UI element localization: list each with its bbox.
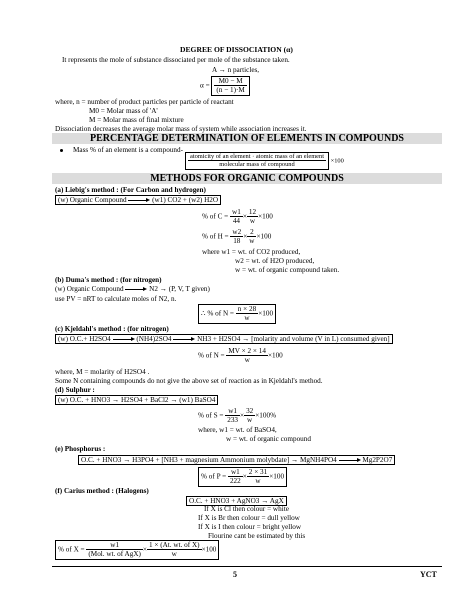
- alpha-fraction: [211, 76, 249, 96]
- h-den1: 18: [233, 237, 241, 246]
- liebig-title: (a) Liebig's method : (For Carbon and hydrogen): [55, 186, 206, 194]
- liebig-c-formula: % of C = $\frac{w1}{44}$ × $\frac{12}{w}$ ×100: [202, 208, 273, 226]
- p-num2: 2 × 31: [248, 468, 268, 476]
- kjeldahl-num: MV × 2 × 14: [228, 347, 266, 355]
- percentage-formula: [185, 152, 344, 170]
- footer-divider: [52, 566, 442, 567]
- percentage-denominator: molecular mass of compound: [219, 161, 295, 169]
- duma-reactant: (w) Organic Compound: [55, 285, 124, 293]
- where-n: where, n = number of product particles per particle of reactant: [55, 98, 234, 106]
- phosphorus-title: (e) Phosphorus :: [55, 445, 106, 453]
- kjeldahl-note: Some N containing compounds do not give the above set of reaction as in Kjeldahl's method.: [55, 377, 323, 385]
- duma-num: n × 28: [237, 305, 257, 313]
- arrow-icon: [339, 457, 361, 464]
- percentage-multiplier: ×100: [330, 157, 344, 165]
- carius-line1: If X is Cl then colour = white: [204, 505, 289, 513]
- page-number: 5: [233, 570, 237, 579]
- liebig-where1: where w1 = wt. of CO2 produced,: [202, 248, 301, 256]
- s-den1: 233: [227, 416, 238, 425]
- arrow-icon: [128, 197, 150, 204]
- sulphur-equation: (w) O.C. + HNO3 → H2SO4 + BaCl2 → (w1) BaSO4: [55, 395, 218, 405]
- p-label: % of P =: [201, 472, 227, 481]
- c-mult: ×100: [258, 212, 273, 221]
- liebig-where3: w = wt. of organic compound taken.: [235, 266, 340, 274]
- kjeldahl-formula: [198, 347, 283, 365]
- kjeldahl-den: w: [244, 356, 250, 365]
- duma-use: use PV = nRT to calculate moles of N2, n.: [55, 295, 177, 303]
- c-num1: w1: [232, 208, 241, 216]
- s-label: % of S =: [198, 411, 224, 420]
- x-label: % of X =: [58, 545, 85, 554]
- h-den2: w: [249, 237, 255, 246]
- x-num2: 1 × (At. wt. of X): [148, 541, 200, 549]
- duma-equation: [55, 285, 210, 293]
- sulphur-where2: w = wt. of organic compound: [226, 435, 311, 443]
- duma-title: (b) Duma's method : (for nitrogen): [55, 276, 162, 284]
- h-mult: ×100: [256, 232, 272, 241]
- phosphorus-product: Mg2P2O7: [362, 456, 393, 464]
- p-den1: 222: [229, 477, 241, 486]
- percentage-fraction: [185, 152, 329, 170]
- kjeldahl-where: where, M = molarity of H2SO4 .: [55, 368, 150, 376]
- carius-formula: % of X = $\frac{w1}{\text{(Mol. wt. of AgX)}}$ × $\frac{\text{1 × (At. wt. of X)}}{w}$ ×100: [55, 540, 219, 560]
- bullet-icon: [60, 149, 63, 152]
- liebig-h-formula: % of H = $\frac{w2}{18}$ × $\frac{2}{w}$ ×100: [202, 228, 272, 246]
- sulphur-formula: % of S = $\frac{w1}{233}$ × $\frac{32}{w}$ ×100%: [198, 407, 277, 425]
- liebig-reactant: (w) Organic Compound: [58, 196, 127, 204]
- carius-line2: If X is Br then colour = dull yellow: [198, 514, 300, 522]
- carius-line3: If X is I then colour = bright yellow: [198, 523, 302, 531]
- s-den2: w: [247, 416, 253, 425]
- percentage-numerator: atomicity of an element · atomic mass of an element: [190, 153, 324, 160]
- kjeldahl-equation: [55, 334, 393, 344]
- alpha-label: α =: [200, 81, 210, 90]
- alpha-denominator: (n − 1)·M: [216, 86, 245, 95]
- kjeldahl-title: (c) Kjeldahl's method : (for nitrogen): [55, 325, 169, 333]
- c-den1: 44: [232, 217, 240, 226]
- carius-equation: O.C. + HNO3 + AgNO3 → AgX: [186, 496, 287, 506]
- degree-note: Dissociation decreases the average molar mass of system while association increases it.: [55, 125, 307, 133]
- s-num2: 32: [246, 407, 254, 415]
- duma-den: w: [244, 314, 250, 323]
- kjeldahl-reactant: (w) O.C.+ H2SO4: [58, 335, 111, 343]
- duma-formula: [198, 304, 276, 324]
- s-num1: w1: [225, 407, 240, 416]
- phosphorus-formula: % of P = $\frac{w1}{222}$ × $\frac{2 \times 31}{w}$ ×100: [198, 467, 287, 487]
- x-mult: ×100: [201, 545, 217, 554]
- sulphur-where1: where, w1 = wt. of BaSO4,: [198, 426, 277, 434]
- alpha-formula: [200, 76, 250, 96]
- p-num1: w1: [228, 468, 243, 477]
- liebig-equation: [55, 195, 221, 205]
- x-num1: w1: [86, 541, 143, 550]
- c-num2: 12: [248, 208, 257, 216]
- kjeldahl-label: % of N =: [198, 351, 225, 360]
- s-mult: ×100%: [255, 411, 277, 420]
- section-title-degree: DEGREE OF DISSOCIATION (α): [180, 45, 293, 54]
- x-den1: (Mol. wt. of AgX): [88, 550, 141, 559]
- liebig-products: (w1) CO2 + (w2) H2O: [152, 196, 219, 204]
- degree-reaction: A → n particles,: [212, 66, 260, 74]
- degree-intro: It represents the mole of substance dissociated per mole of the substance taken.: [62, 56, 290, 64]
- arrow-icon: [125, 286, 147, 293]
- alpha-numerator: M0 − M: [214, 77, 246, 86]
- liebig-where2: w2 = wt. of H2O produced,: [235, 257, 315, 265]
- phosphorus-reaction: O.C. + HNO3 → H3PO4 + [NH3 + magnesium Ammonium molybdate] → MgNH4PO4: [81, 456, 337, 464]
- h-num2: 2: [247, 228, 256, 237]
- c-den2: w: [249, 217, 256, 226]
- section-heading-percentage: PERCENTAGE DETERMINATION OF ELEMENTS IN COMPOUNDS: [52, 133, 442, 144]
- kjeldahl-mid: (NH4)2SO4: [136, 335, 172, 343]
- percentage-bullet-line: [60, 146, 183, 154]
- arrow-icon: [113, 336, 135, 343]
- section-heading-methods: METHODS FOR ORGANIC COMPOUNDS: [52, 173, 442, 184]
- m0-def: M0 = Molar mass of 'A': [89, 107, 158, 115]
- kjeldahl-products: NH3 + H2SO4 → [molarity and volume (V in L) consumed given]: [197, 335, 390, 343]
- carius-title: (f) Carius method : (Halogens): [55, 487, 149, 495]
- brand-label: YCT: [420, 570, 437, 579]
- x-den2: w: [171, 550, 177, 559]
- duma-products: N2 → (P, V, T given): [149, 285, 210, 293]
- h-num1: w2: [232, 228, 242, 236]
- h-label: % of H =: [202, 232, 229, 241]
- duma-label: ∴ % of N =: [201, 309, 234, 318]
- percentage-bullet-text: Mass % of an element is a compound-: [73, 146, 183, 154]
- p-den2: w: [255, 477, 261, 486]
- p-mult: ×100: [269, 472, 285, 481]
- c-label: % of C =: [202, 212, 229, 221]
- phosphorus-equation: [78, 455, 395, 465]
- arrow-icon: [173, 336, 195, 343]
- carius-line4: Flourine cant be estimated by this: [208, 532, 306, 540]
- duma-mult: ×100: [258, 309, 274, 318]
- m-def: M = Molar mass of final mixture: [89, 116, 184, 124]
- sulphur-title: (d) Sulphur :: [55, 386, 95, 394]
- kjeldahl-mult: ×100: [267, 351, 283, 360]
